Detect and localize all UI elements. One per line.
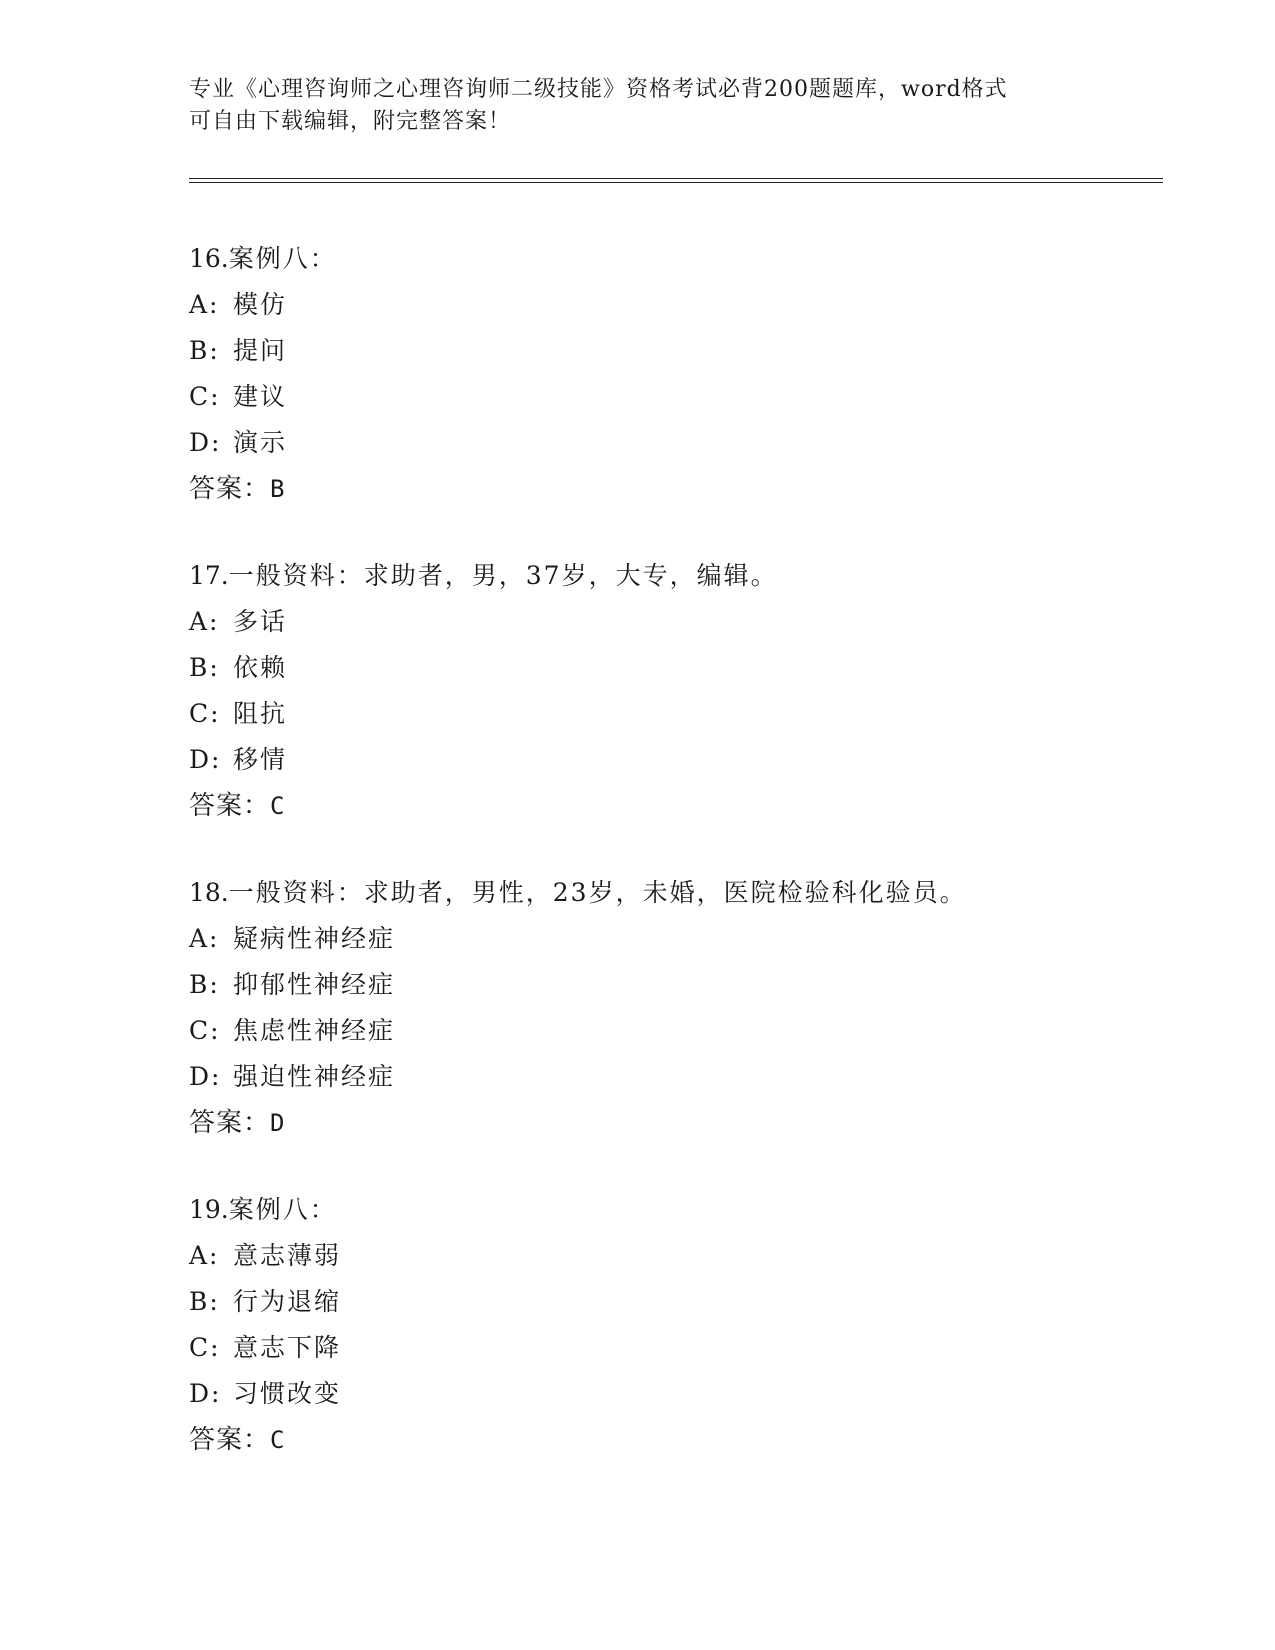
- question-stem: [189, 870, 1163, 916]
- option-text: 意志下降: [233, 1333, 342, 1362]
- option-letter: B:: [189, 970, 220, 999]
- question-16: [189, 236, 1163, 512]
- question-text: 一般资料：求助者，男性，23岁，未婚，医院检验科化验员。: [228, 878, 967, 907]
- answer-label: 答案：: [189, 1108, 271, 1138]
- question-stem: [189, 236, 1163, 282]
- option-letter: D:: [189, 1062, 222, 1091]
- option-letter: C:: [189, 382, 221, 411]
- option-letter: D:: [189, 745, 222, 774]
- option-b: [189, 328, 1163, 374]
- header-double-rule: [189, 178, 1163, 183]
- option-c: [189, 691, 1163, 737]
- option-c: [189, 1325, 1163, 1371]
- option-text: 依赖: [233, 653, 288, 682]
- option-letter: A:: [189, 290, 220, 319]
- option-b: [189, 645, 1163, 691]
- question-stem: [189, 553, 1163, 599]
- answer-line: [189, 1100, 1163, 1146]
- option-text: 提问: [233, 336, 288, 365]
- question-stem: [189, 1187, 1163, 1233]
- option-d: [189, 1054, 1163, 1100]
- answer-line: [189, 466, 1163, 512]
- option-a: [189, 599, 1163, 645]
- document-header: [189, 74, 1089, 138]
- option-text: 意志薄弱: [233, 1241, 342, 1270]
- option-letter: A:: [189, 924, 220, 953]
- option-letter: B:: [189, 1287, 220, 1316]
- option-c: [189, 1008, 1163, 1054]
- answer-label: 答案：: [189, 791, 271, 821]
- answer-value: B: [270, 475, 286, 503]
- option-text: 建议: [233, 382, 288, 411]
- answer-value: D: [270, 1109, 286, 1137]
- question-text: 一般资料：求助者，男，37岁，大专，编辑。: [228, 561, 778, 590]
- option-a: [189, 1233, 1163, 1279]
- option-letter: A:: [189, 607, 220, 636]
- option-d: [189, 420, 1163, 466]
- option-text: 强迫性神经症: [233, 1062, 396, 1091]
- option-text: 习惯改变: [233, 1379, 342, 1408]
- question-number: 16.: [189, 244, 229, 273]
- question-number: 19.: [189, 1195, 229, 1224]
- option-text: 焦虑性神经症: [233, 1016, 396, 1045]
- option-a: [189, 916, 1163, 962]
- option-c: [189, 374, 1163, 420]
- option-text: 多话: [233, 607, 288, 636]
- option-d: [189, 737, 1163, 783]
- option-letter: B:: [189, 653, 220, 682]
- option-letter: B:: [189, 336, 220, 365]
- option-letter: C:: [189, 1016, 221, 1045]
- option-text: 疑病性神经症: [233, 924, 396, 953]
- question-19: [189, 1187, 1163, 1463]
- option-d: [189, 1371, 1163, 1417]
- option-letter: C:: [189, 699, 221, 728]
- question-17: [189, 553, 1163, 829]
- question-number: 18.: [189, 878, 229, 907]
- answer-label: 答案：: [189, 1425, 271, 1455]
- answer-value: C: [270, 1426, 286, 1454]
- option-text: 演示: [233, 428, 288, 457]
- header-title-line-1: 专业《心理咨询师之心理咨询师二级技能》资格考试必背200题题库，word格式: [189, 77, 1008, 102]
- option-b: [189, 1279, 1163, 1325]
- option-letter: A:: [189, 1241, 220, 1270]
- option-b: [189, 962, 1163, 1008]
- option-letter: C:: [189, 1333, 221, 1362]
- answer-value: C: [270, 792, 286, 820]
- question-18: [189, 870, 1163, 1146]
- answer-label: 答案：: [189, 474, 271, 504]
- option-text: 行为退缩: [233, 1287, 342, 1316]
- option-letter: D:: [189, 428, 222, 457]
- header-title-line-2: 可自由下载编辑，附完整答案！: [189, 109, 512, 134]
- option-text: 模仿: [233, 290, 288, 319]
- answer-line: [189, 1417, 1163, 1463]
- question-list: [189, 236, 1163, 1504]
- option-text: 阻抗: [233, 699, 288, 728]
- question-text: 案例八：: [228, 244, 337, 273]
- question-text: 案例八：: [228, 1195, 337, 1224]
- option-a: [189, 282, 1163, 328]
- option-text: 抑郁性神经症: [233, 970, 396, 999]
- option-text: 移情: [233, 745, 288, 774]
- question-number: 17.: [189, 561, 229, 590]
- answer-line: [189, 783, 1163, 829]
- option-letter: D:: [189, 1379, 222, 1408]
